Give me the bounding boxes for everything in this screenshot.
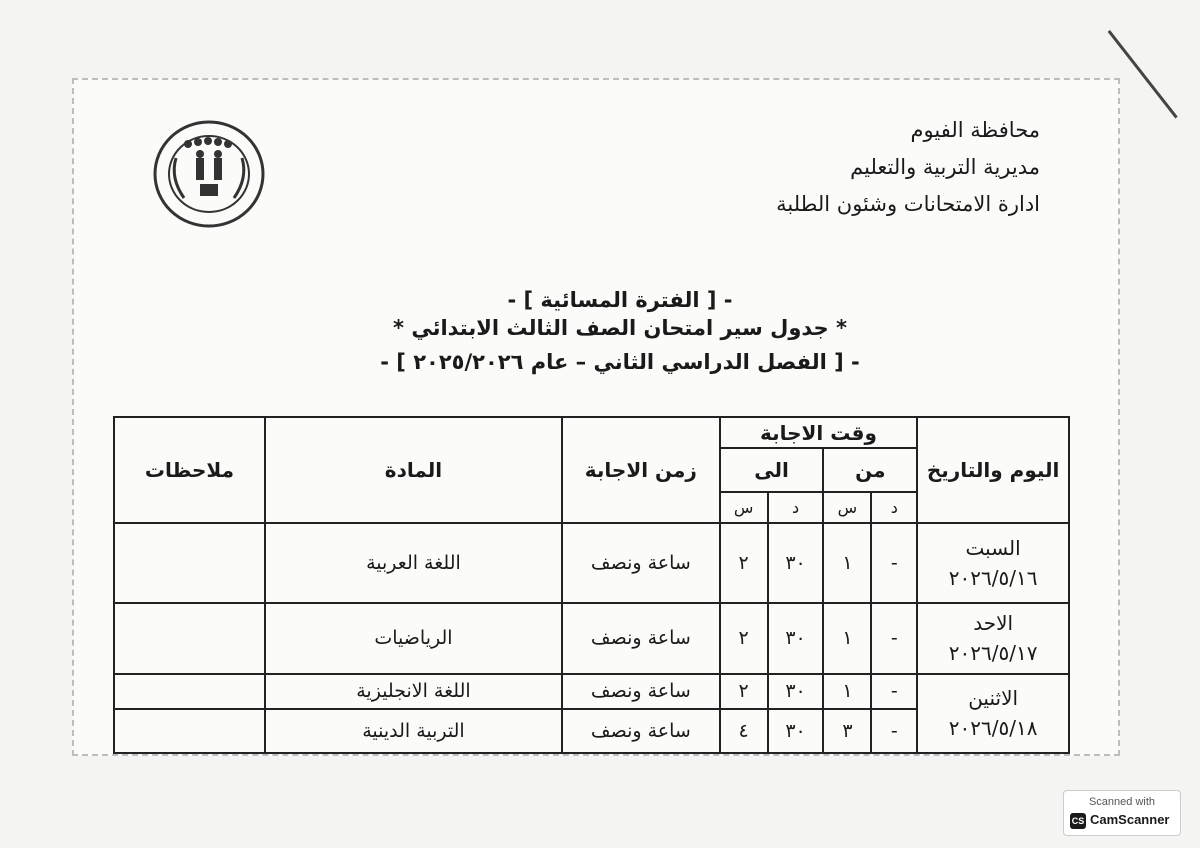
- notes-cell: [114, 523, 265, 602]
- subject-cell: اللغة الانجليزية: [265, 674, 562, 709]
- duration-cell: ساعة ونصف: [562, 709, 720, 753]
- table-row: [114, 603, 1069, 674]
- to-minute-cell: ٣٠: [768, 603, 824, 674]
- seal-stamp: [150, 118, 268, 230]
- to-hour-cell: ٢: [720, 523, 768, 602]
- from-hour-cell: ١: [823, 523, 871, 602]
- from-hour-cell: ٣: [823, 709, 871, 753]
- to-hour-cell: ٢: [720, 603, 768, 674]
- header-answer-time: وقت الاجابة: [720, 417, 918, 448]
- from-hour-cell: ١: [823, 674, 871, 709]
- header-from-minute: د: [871, 492, 917, 523]
- governorate-line: محافظة الفيوم: [910, 118, 1040, 142]
- scanned-with-text: Scanned with: [1088, 796, 1156, 808]
- from-minute-cell: -: [871, 603, 917, 674]
- subject-cell: التربية الدينية: [265, 709, 562, 753]
- camscanner-name: CamScanner: [1090, 812, 1170, 827]
- term-title: - [ الفصل الدراسي الثاني – عام ٢٠٢٥/٢٠٢٦ ] -: [380, 350, 860, 374]
- to-minute-cell: ٣٠: [768, 674, 824, 709]
- from-minute-cell: -: [871, 709, 917, 753]
- to-hour-cell: ٤: [720, 709, 768, 753]
- from-minute-cell: -: [871, 674, 917, 709]
- header-to-minute: د: [768, 492, 824, 523]
- camscanner-logo-icon: CS: [1070, 813, 1086, 829]
- exam-date: ٢٠٢٦/٥/١٦: [948, 566, 1038, 591]
- from-minute-cell: -: [871, 523, 917, 602]
- to-minute-cell: ٣٠: [768, 523, 824, 602]
- duration-cell: ساعة ونصف: [562, 603, 720, 674]
- header-from: من: [823, 448, 917, 492]
- header-subject: المادة: [265, 417, 562, 523]
- camscanner-badge: [1063, 790, 1181, 836]
- exam-date: ٢٠٢٦/٥/١٨: [948, 716, 1038, 741]
- day-name: الاحد: [973, 611, 1014, 636]
- from-hour-cell: ١: [823, 603, 871, 674]
- notes-cell: [114, 674, 265, 709]
- table-row: [114, 674, 1069, 709]
- directorate-line: مديرية التربية والتعليم: [850, 155, 1040, 179]
- day-date-cell: [917, 674, 1069, 753]
- duration-cell: ساعة ونصف: [562, 674, 720, 709]
- notes-cell: [114, 603, 265, 674]
- header-from-hour: س: [823, 492, 871, 523]
- header-to-hour: س: [720, 492, 768, 523]
- day-date-cell: [917, 603, 1069, 674]
- header-duration: زمن الاجابة: [562, 417, 720, 523]
- to-minute-cell: ٣٠: [768, 709, 824, 753]
- period-title: - [ الفترة المسائية ] -: [507, 288, 733, 312]
- to-hour-cell: ٢: [720, 674, 768, 709]
- header-row-1: [114, 417, 1069, 448]
- exam-date: ٢٠٢٦/٥/١٧: [948, 641, 1038, 666]
- department-line: ادارة الامتحانات وشئون الطلبة: [776, 192, 1040, 216]
- letterhead: [680, 112, 1040, 223]
- day-date-cell: [917, 523, 1069, 602]
- header-notes: ملاحظات: [114, 417, 265, 523]
- subject-cell: اللغة العربية: [265, 523, 562, 602]
- header-to: الى: [720, 448, 824, 492]
- exam-schedule-table: [113, 416, 1070, 754]
- day-name: الاثنين: [968, 686, 1019, 711]
- duration-cell: ساعة ونصف: [562, 523, 720, 602]
- notes-cell: [114, 709, 265, 753]
- table-row: [114, 523, 1069, 602]
- schedule-title: * جدول سير امتحان الصف الثالث الابتدائي *: [393, 316, 847, 340]
- day-name: السبت: [965, 536, 1021, 561]
- subject-cell: الرياضيات: [265, 603, 562, 674]
- header-day-date: اليوم والتاريخ: [917, 417, 1069, 523]
